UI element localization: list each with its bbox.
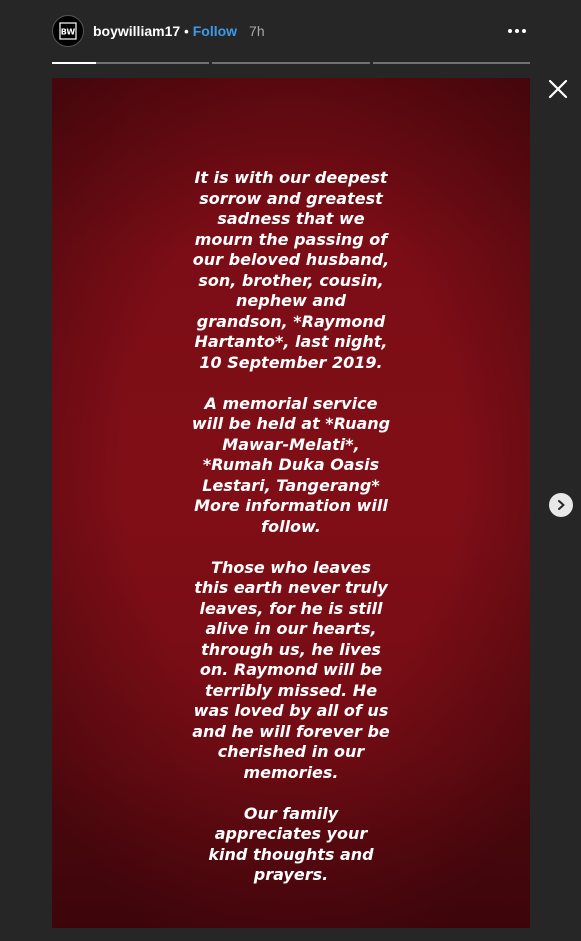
- story-line: Mawar-Melati*,: [222, 434, 360, 454]
- progress-segment: [373, 62, 530, 64]
- bw-logo-icon: [58, 21, 78, 41]
- avatar[interactable]: [52, 15, 84, 47]
- story-progress-bar: [52, 62, 530, 64]
- story-line: follow.: [261, 516, 321, 536]
- separator-dot: •: [184, 23, 189, 39]
- story-line: sadness that we: [217, 209, 365, 228]
- more-options-button[interactable]: [504, 21, 530, 41]
- story-line: son, brother, cousin,: [198, 270, 384, 290]
- progress-segment: [52, 62, 209, 64]
- story-line: 10 September 2019.: [199, 352, 383, 372]
- story-paragraph: [52, 394, 530, 538]
- story-line: cherished in our: [217, 742, 365, 761]
- story-line: *Rumah Duka Oasis: [202, 455, 380, 474]
- close-button[interactable]: [547, 78, 569, 100]
- story-line: on. Raymond will be: [199, 660, 383, 679]
- story-line: Hartanto*, last night,: [194, 332, 388, 351]
- story-line: terribly missed. He: [204, 680, 378, 700]
- more-horizontal-icon: [508, 29, 512, 33]
- story-line: memories.: [243, 762, 339, 782]
- story-image[interactable]: [52, 78, 530, 928]
- story-paragraph: [52, 168, 530, 373]
- next-story-button[interactable]: [549, 493, 573, 517]
- story-line: through us, he lives: [201, 639, 381, 659]
- progress-fill: [52, 62, 96, 64]
- story-line: A memorial service: [204, 393, 378, 413]
- story-line: leaves, for he is still: [199, 598, 383, 618]
- story-line: sorrow and greatest: [199, 188, 383, 208]
- story-header: [52, 14, 530, 48]
- story-line: grandson, *Raymond: [196, 311, 386, 331]
- follow-button[interactable]: Follow: [192, 23, 238, 39]
- story-line: nephew and: [236, 291, 346, 310]
- story-line: Our family: [243, 803, 339, 823]
- story-line: was loved by all of us: [193, 701, 389, 720]
- story-text: [52, 168, 530, 906]
- story-line: this earth never truly: [194, 578, 388, 597]
- story-line: our beloved husband,: [192, 250, 390, 269]
- svg-text:BW: BW: [60, 27, 76, 37]
- story-line: will be held at *Ruang: [191, 414, 391, 433]
- chevron-right-icon: [555, 499, 567, 511]
- story-line: mourn the passing of: [194, 229, 388, 249]
- story-line: More information will: [194, 496, 388, 515]
- story-line: It is with our deepest: [194, 168, 388, 187]
- story-paragraph: [52, 804, 530, 886]
- story-line: Those who leaves: [211, 557, 371, 577]
- username[interactable]: boywilliam17: [93, 23, 181, 39]
- story-line: and he will forever be: [192, 721, 390, 741]
- story-line: kind thoughts and: [208, 844, 374, 864]
- story-line: Lestari, Tangerang*: [202, 475, 380, 495]
- story-line: appreciates your: [214, 824, 368, 843]
- story-line: alive in our hearts,: [205, 619, 377, 638]
- timestamp: 7h: [249, 23, 265, 39]
- progress-segment: [212, 62, 369, 64]
- story-paragraph: [52, 558, 530, 784]
- close-icon: [547, 78, 569, 100]
- story-line: prayers.: [253, 865, 329, 884]
